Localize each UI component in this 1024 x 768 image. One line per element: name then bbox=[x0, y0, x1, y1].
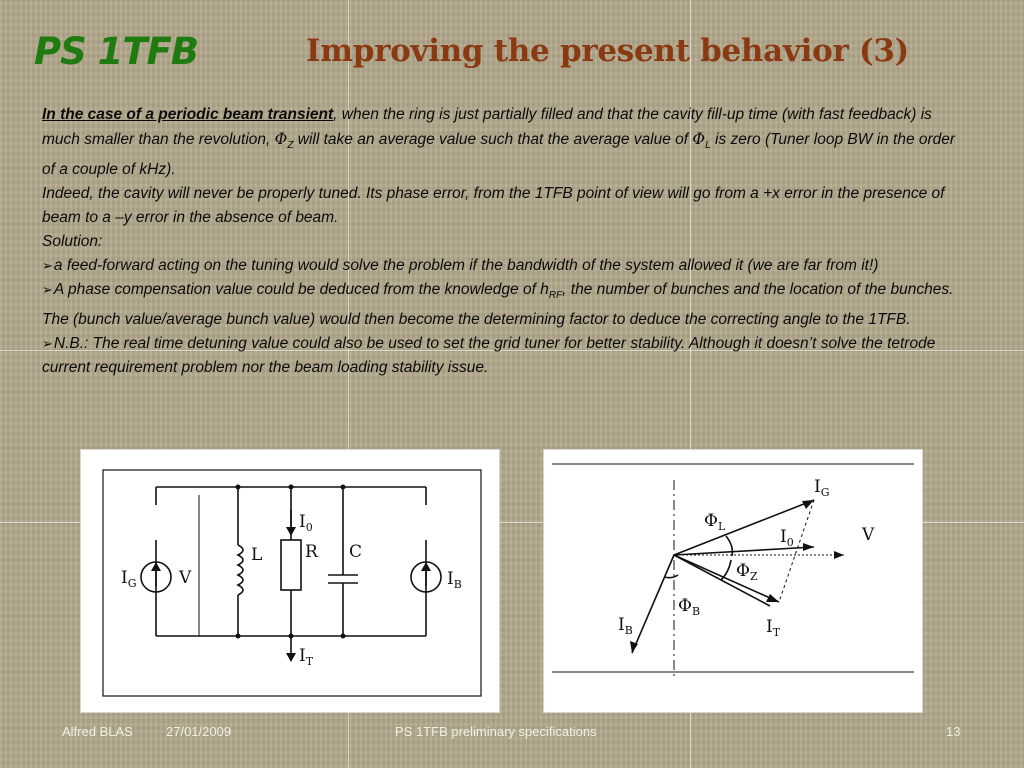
circuit-schematic bbox=[81, 450, 499, 712]
arrow-bullet-icon: ➢ bbox=[42, 336, 53, 352]
paragraph-indeed: Indeed, the cavity will never be properly tuned. Its phase error, from the 1TFB point of view will go from a +x error in the presence of beam to a –y error in the absence of beam. bbox=[42, 185, 945, 227]
footer-author: Alfred BLAS bbox=[62, 724, 133, 739]
bullet-nb: ➢N.B.: The real time detuning value could also be used to set the grid tuner for better stability. Although it doesn’t solve the tetrode current requirement problem nor the beam loading stability issue. bbox=[42, 335, 936, 377]
phasor-vectors bbox=[544, 450, 922, 712]
phi-symbol: Φ bbox=[274, 130, 288, 148]
footer-date: 27/01/2009 bbox=[166, 724, 232, 739]
label-phi-b: $\Phi_B$ bbox=[678, 596, 701, 618]
circuit-diagram bbox=[81, 450, 499, 712]
brand-title: PS 1TFB bbox=[34, 30, 199, 73]
lead-phrase: In the case of a periodic beam transient bbox=[42, 106, 334, 123]
paragraph-solution: Solution: bbox=[42, 233, 103, 251]
label-i0: $I_0$ bbox=[780, 527, 794, 549]
label-v: V bbox=[179, 568, 192, 588]
label-ig: $I_G$ bbox=[814, 477, 830, 499]
label-r: R bbox=[305, 542, 318, 562]
label-phi-l: $\Phi_L$ bbox=[704, 511, 726, 533]
slide-title: Improving the present behavior (3) bbox=[306, 33, 910, 69]
arrow-bullet-icon: ➢ bbox=[42, 258, 53, 274]
footer-page-number: 13 bbox=[946, 724, 961, 739]
footer-presentation-title: PS 1TFB preliminary specifications bbox=[395, 724, 597, 739]
bullet-feed-forward: ➢a feed-forward acting on the tuning would solve the problem if the bandwidth of the system allowed it (we are far from it!) bbox=[42, 257, 879, 275]
label-it: $I_T$ bbox=[299, 646, 314, 668]
paragraph-periodic-transient: In the case of a periodic beam transient, when the ring is just partially filled and that the cavity fill-up time (with fast feedback) is much smaller than the revolution, $\Phi_Z$ will take an average value such that the average value of $\Phi_L$ is zero (Tuner loop BW in the order of a couple of kHz). bbox=[42, 106, 956, 179]
label-ib: $I_B$ bbox=[447, 569, 462, 591]
label-l: L bbox=[251, 545, 263, 565]
label-it: $I_T$ bbox=[766, 617, 781, 639]
label-i0: $I_0$ bbox=[299, 512, 313, 534]
label-ig: $I_G$ bbox=[121, 568, 137, 590]
label-v: V bbox=[862, 525, 875, 545]
arrow-bullet-icon: ➢ bbox=[42, 282, 53, 298]
slide-body bbox=[42, 103, 972, 380]
phi-symbol: Φ bbox=[692, 130, 706, 148]
bullet-phase-compensation: ➢A phase compensation value could be deduced from the knowledge of $h_{RF}$, the number of bunches and the location of the bunches. The (bunch value/average bunch value) would then become the determining factor to deduce the correcting angle to the 1TFB. bbox=[42, 281, 954, 329]
label-phi-z: $\Phi_Z$ bbox=[736, 561, 758, 583]
label-ib: $I_B$ bbox=[618, 615, 633, 637]
phasor-diagram bbox=[544, 450, 922, 712]
label-c: C bbox=[349, 542, 363, 562]
